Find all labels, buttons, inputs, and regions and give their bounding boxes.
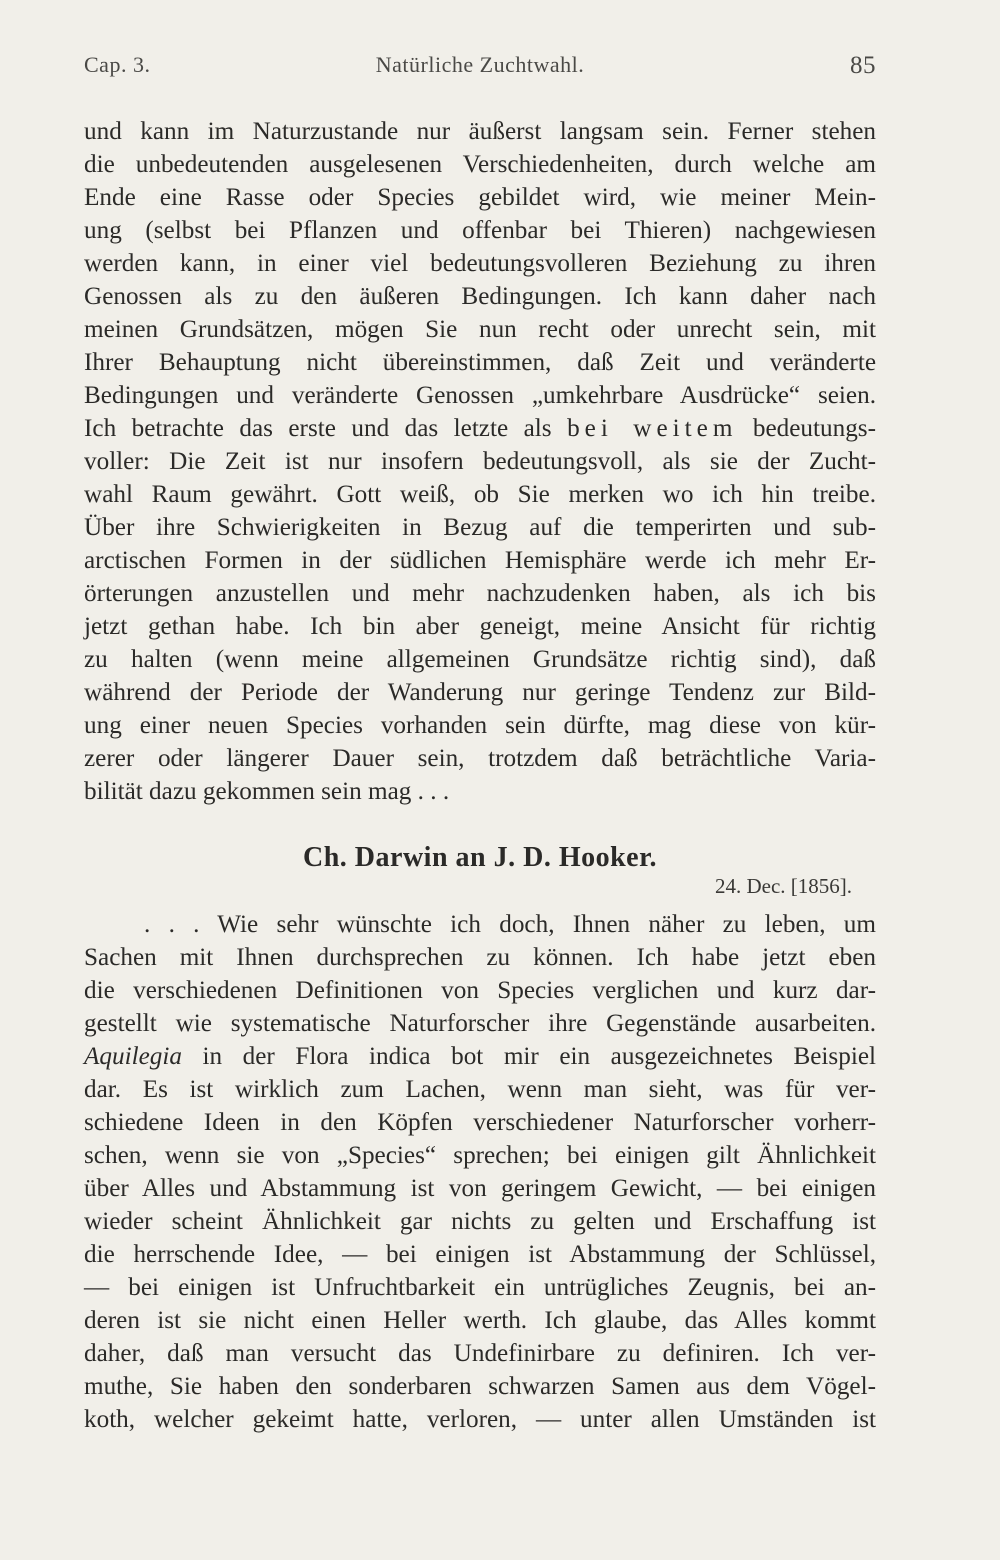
text-run: in der Flora indica bot mir ein ausgezeichnetes Beispiel xyxy=(202,1043,876,1070)
text-line: dar. Es ist wirklich zum Lachen, wenn man sieht, was für ver- xyxy=(84,1076,876,1103)
text-line: die herrschende Idee, — bei einigen ist Abstammung der Schlüssel, xyxy=(84,1241,876,1268)
italic-term: Aquilegia xyxy=(84,1043,182,1070)
text-line: schen, wenn sie von „Species“ sprechen; bei einigen gilt Ähnlichkeit xyxy=(84,1142,876,1169)
running-header xyxy=(84,52,876,86)
text-line: koth, welcher gekeimt hatte, verloren, — unter allen Umständen ist xyxy=(84,1406,876,1433)
text-line: wahl Raum gewährt. Gott weiß, ob Sie merken wo ich hin treibe. xyxy=(84,481,876,508)
text-line: ung (selbst bei Pflanzen und offenbar bei Thieren) nachgewiesen xyxy=(84,217,876,244)
text-line: deren ist sie nicht einen Heller werth. Ich glaube, das Alles kommt xyxy=(84,1307,876,1334)
text-line: die unbedeutenden ausgelesenen Verschiedenheiten, durch welche am xyxy=(84,151,876,178)
text-line: muthe, Sie haben den sonderbaren schwarzen Samen aus dem Vögel- xyxy=(84,1373,876,1400)
text-line: während der Periode der Wanderung nur geringe Tendenz zur Bild- xyxy=(84,679,876,706)
text-line: werden kann, in einer viel bedeutungsvolleren Beziehung zu ihren xyxy=(84,250,876,277)
text-line: arctischen Formen in der südlichen Hemisphäre werde ich mehr Er- xyxy=(84,547,876,574)
text-line: daher, daß man versucht das Undefinirbare zu definiren. Ich ver- xyxy=(84,1340,876,1367)
text-line: Genossen als zu den äußeren Bedingungen. Ich kann daher nach xyxy=(84,283,876,310)
text-line: ung einer neuen Species vorhanden sein dürfte, mag diese von kür- xyxy=(84,712,876,739)
text-line: örterungen anzustellen und mehr nachzudenken haben, als ich bis xyxy=(84,580,876,607)
emphasis-spaced: bei weitem xyxy=(567,415,738,442)
text-line: zerer oder längerer Dauer sein, trotzdem daß beträchtliche Varia- xyxy=(84,745,876,772)
text-line: Bedingungen und veränderte Genossen „umkehrbare Ausdrücke“ seien. xyxy=(84,382,876,409)
letter-date: 24. Dec. [1856]. xyxy=(714,874,852,898)
text-line xyxy=(84,1040,876,1073)
text-line: jetzt gethan habe. Ich bin aber geneigt, meine Ansicht für richtig xyxy=(84,613,876,640)
text-line: und kann im Naturzustande nur äußerst langsam sein. Ferner stehen xyxy=(84,118,876,145)
text-line: Ihrer Behauptung nicht übereinstimmen, daß Zeit und veränderte xyxy=(84,349,876,376)
page-number: 85 xyxy=(850,52,876,79)
text-line: Ende eine Rasse oder Species gebildet wird, wie meiner Mein- xyxy=(84,184,876,211)
text-line: über Alles und Abstammung ist von geringem Gewicht, — bei einigen xyxy=(84,1175,876,1202)
text-line: gestellt wie systematische Naturforscher ihre Gegenstände ausarbeiten. xyxy=(84,1010,876,1037)
text-run: bedeutungs- xyxy=(752,415,876,442)
text-line xyxy=(84,412,876,445)
text-line: Über ihre Schwierigkeiten in Bezug auf die temperirten und sub- xyxy=(84,514,876,541)
text-line: . . . Wie sehr wünschte ich doch, Ihnen näher zu leben, um xyxy=(144,911,876,938)
text-run: Ich betrachte das erste und das letzte als xyxy=(84,415,552,442)
text-line: voller: Die Zeit ist nur insofern bedeutungsvoll, als sie der Zucht- xyxy=(84,448,876,475)
text-line: die verschiedenen Definitionen von Species verglichen und kurz dar- xyxy=(84,977,876,1004)
text-line: zu halten (wenn meine allgemeinen Grundsätze richtig sind), daß xyxy=(84,646,876,673)
running-title: Natürliche Zuchtwahl. xyxy=(375,52,585,77)
text-line: wieder scheint Ähnlichkeit gar nichts zu gelten und Erschaffung ist xyxy=(84,1208,876,1235)
chapter-label: Cap. 3. xyxy=(84,52,151,77)
text-line: bilität dazu gekommen sein mag . . . xyxy=(84,778,450,805)
text-line: — bei einigen ist Unfruchtbarkeit ein untrügliches Zeugnis, bei an- xyxy=(84,1274,876,1301)
letter-heading: Ch. Darwin an J. D. Hooker. xyxy=(303,842,657,873)
text-line: schiedene Ideen in den Köpfen verschiedener Naturforscher vorherr- xyxy=(84,1109,876,1136)
text-line: meinen Grundsätzen, mögen Sie nun recht oder unrecht sein, mit xyxy=(84,316,876,343)
text-line: Sachen mit Ihnen durchsprechen zu können. Ich habe jetzt eben xyxy=(84,944,876,971)
